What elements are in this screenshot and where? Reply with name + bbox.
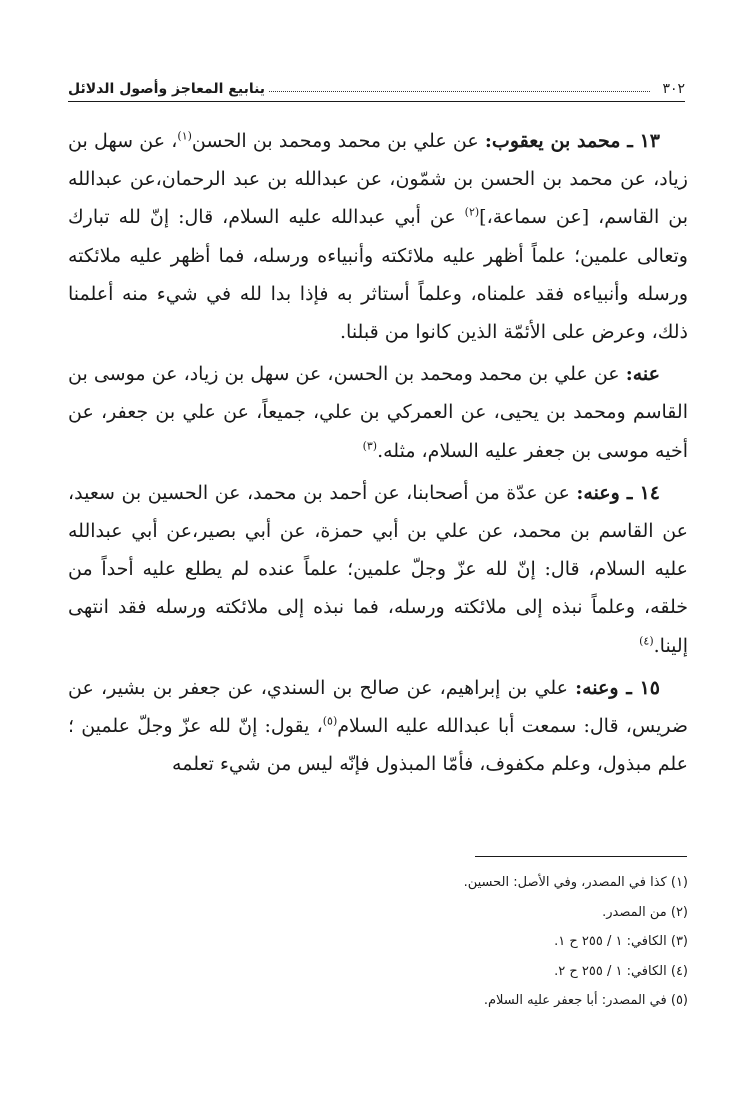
hadith-13-text-c: عن أبي عبدالله عليه السلام، قال: إنّ لله تبارك وتعالى علمين؛ علماً أظهر عليه ملائكته وأنبياءه ورسله، فما أظهر عليه ملائكته ورسله وأنبياءه فقد علمناه، وعلماً أستاثر به فإذا بدا لله في شيء منه أعلمنا ذلك، وعرض على الأئمّة الذين كانوا من قبلنا.	[68, 206, 688, 344]
hadith-15-text-a: علي بن إبراهيم، عن صالح بن السندي، عن جعفر بن بشير، عن ضريس، قال: سمعت أبا عبدالله عليه السلام	[68, 676, 688, 738]
note-ref-2[interactable]: (٢)	[464, 206, 480, 220]
hadith-13-lead: ١٣ ـ محمد بن يعقوب:	[484, 130, 661, 152]
note-ref-5[interactable]: (٥)	[322, 714, 338, 728]
page-number: ٣٠٢	[662, 81, 685, 97]
anhu-text: عن علي بن محمد ومحمد بن الحسن، عن سهل بن زياد، عن موسى بن القاسم ومحمد بن يحيى، عن العمركي بن علي، جميعاً، عن علي بن جعفر، عن أخيه موسى بن جعفر عليه السلام، مثله.	[68, 363, 688, 462]
footnotes	[68, 868, 688, 1016]
running-header	[68, 76, 685, 102]
hadith-13-text-a: عن علي بن محمد ومحمد بن الحسن	[191, 130, 485, 152]
hadith-15-lead: ١٥ ـ وعنه:	[575, 676, 660, 699]
footnote-4: (٤) الكافي: ١ / ٢٥٥ ح ٢.	[554, 963, 688, 979]
note-ref-1[interactable]: (١)	[177, 129, 192, 143]
paragraph-14	[68, 474, 688, 665]
main-text	[68, 122, 688, 787]
anhu-lead: عنه:	[625, 363, 660, 386]
paragraph-anhu	[68, 355, 688, 470]
book-title: ينابيع المعاجز وأصول الدلائل	[68, 81, 266, 97]
footnote-1: (١) كذا في المصدر، وفي الأصل: الحسين.	[463, 875, 688, 890]
note-ref-3[interactable]: (٣)	[362, 439, 378, 453]
footnote-2: (٢) من المصدر.	[602, 904, 688, 920]
paragraph-15	[68, 669, 688, 784]
footnote-5: (٥) في المصدر: أبا جعفر عليه السلام.	[483, 993, 688, 1008]
footnote-separator	[475, 856, 687, 857]
hadith-13-text-b: ، عن سهل بن زياد، عن محمد بن الحسن بن شمّون، عن عبدالله بن عبد الرحمان،عن عبدالله بن القاسم، [عن سماعة،]	[68, 130, 688, 229]
hadith-14-lead: ١٤ ـ وعنه:	[576, 481, 660, 504]
leader-dots	[269, 91, 650, 92]
footnote-3: (٣) الكافي: ١ / ٢٥٥ ح ١.	[554, 934, 688, 949]
hadith-14-text: عن عدّة من أصحابنا، عن أحمد بن محمد، عن الحسين بن سعيد، عن القاسم بن محمد، عن علي بن أبي حمزة، عن أبي بصير،عن أبي عبدالله عليه السلام، قال: إنّ لله عزّ وجلّ علمين؛ علماً عنده لم يطلع عليه أحداً من خلقه، وعلماً نبذه إلى ملائكته ورسله، فما نبذه إلى ملائكته ورسله فقد انتهى إلينا.	[68, 481, 688, 657]
note-ref-4[interactable]: (٤)	[639, 634, 654, 648]
paragraph-13	[68, 122, 688, 351]
hadith-15-text-b: ، يقول: إنّ لله عزّ وجلّ علمين ؛ علم مبذول، وعلم مكفوف، فأمّا المبذول فإنّه ليس من شيء تعلمه	[68, 715, 688, 776]
